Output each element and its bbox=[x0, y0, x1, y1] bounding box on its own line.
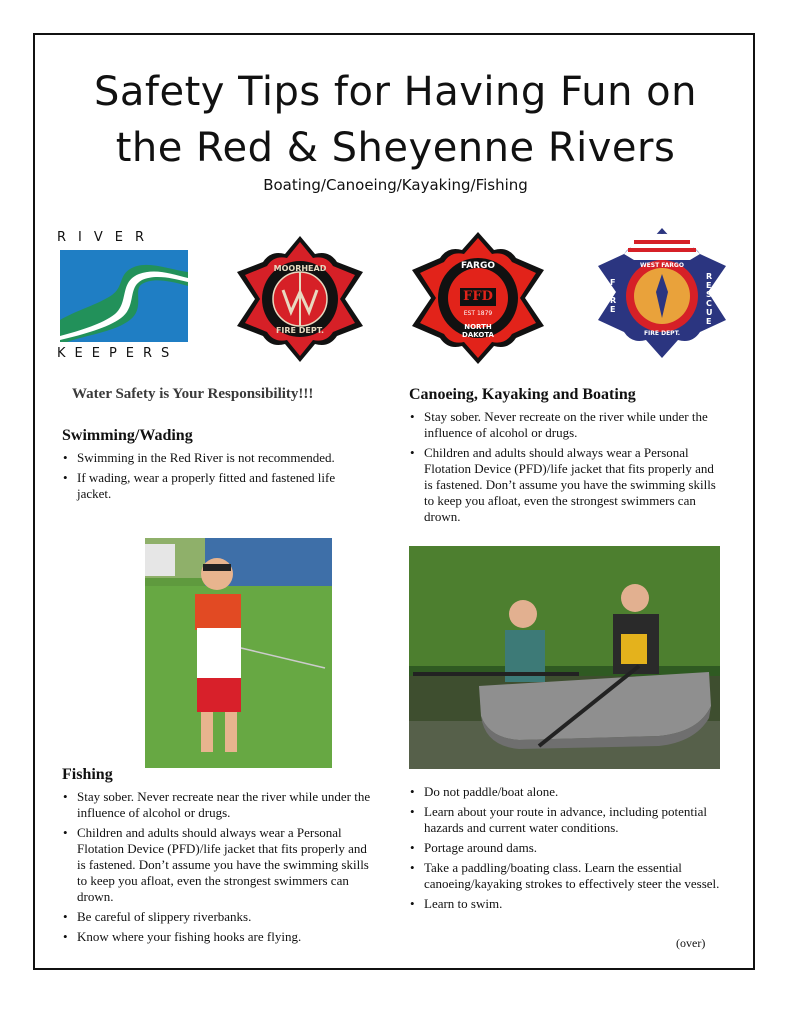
moorhead-logo-top-text: MOORHEAD bbox=[273, 264, 327, 273]
river-wave-icon bbox=[57, 250, 192, 342]
moorhead-fire-logo bbox=[233, 232, 367, 366]
list-item: • Be careful of slippery riverbanks. bbox=[62, 909, 372, 925]
fishing-heading: Fishing bbox=[62, 766, 113, 783]
fargo-logo-top-text: FARGO bbox=[460, 261, 496, 271]
list-item: • Portage around dams. bbox=[409, 840, 724, 856]
page-title-line-2: the Red & Sheyenne Rivers bbox=[115, 125, 676, 171]
page-title-line-1: Safety Tips for Having Fun on bbox=[93, 69, 698, 115]
list-item: • Swimming in the Red River is not recommended. bbox=[62, 450, 362, 466]
responsibility-heading: Water Safety is Your Responsibility!!! bbox=[72, 386, 314, 402]
list-item: • Take a paddling/boating class. Learn the essential canoeing/kayaking strokes to effectively steer the vessel. bbox=[409, 860, 724, 892]
over-note: (over) bbox=[676, 936, 706, 950]
canoeing-list bbox=[409, 409, 724, 529]
west-fargo-logo-right-text: RESCUE bbox=[706, 272, 713, 326]
riverkeepers-logo-top-text: RIVER bbox=[57, 230, 157, 245]
list-item: • Do not paddle/boat alone. bbox=[409, 784, 724, 800]
west-fargo-logo-top-text: WEST FARGO bbox=[640, 262, 684, 269]
riverkeepers-logo-bottom-text: KEEPERS bbox=[57, 346, 179, 361]
fargo-logo-center-text: FFD bbox=[463, 289, 493, 304]
west-fargo-logo-bottom-text: FIRE DEPT. bbox=[643, 330, 681, 337]
fargo-fire-logo bbox=[408, 228, 548, 368]
canoeing-heading: Canoeing, Kayaking and Boating bbox=[409, 386, 636, 403]
west-fargo-logo-left-text: FIRE bbox=[610, 278, 617, 314]
canoeing-list-2 bbox=[409, 784, 724, 916]
canoe-photo bbox=[409, 546, 720, 769]
page-subtitle: Boating/Canoeing/Kayaking/Fishing bbox=[263, 176, 528, 194]
swimming-heading: Swimming/Wading bbox=[62, 427, 193, 444]
west-fargo-fire-logo bbox=[594, 222, 730, 362]
list-item: • Stay sober. Never recreate on the river while under the influence of alcohol or drugs. bbox=[409, 409, 724, 441]
fishing-list bbox=[62, 789, 372, 949]
list-item: • Children and adults should always wear a Personal Flotation Device (PFD)/life jacket that fits properly and is fastened. Don’t assume you have the swimming skills to keep you afloat, even the strongest swimmers can drown. bbox=[62, 825, 372, 905]
list-item: • Learn about your route in advance, including potential hazards and current water conditions. bbox=[409, 804, 724, 836]
list-item: • If wading, wear a properly fitted and fastened life jacket. bbox=[62, 470, 362, 502]
list-item: • Learn to swim. bbox=[409, 896, 724, 912]
boy-fishing-photo bbox=[145, 538, 332, 768]
maltese-cross-icon bbox=[233, 232, 367, 366]
swimming-list bbox=[62, 450, 362, 506]
list-item: • Know where your fishing hooks are flying. bbox=[62, 929, 372, 945]
fargo-logo-est-text: EST 1879 bbox=[463, 310, 493, 317]
moorhead-logo-bottom-text: FIRE DEPT. bbox=[275, 326, 325, 335]
list-item: • Children and adults should always wear a Personal Flotation Device (PFD)/life jacket that fits properly and is fastened. Don’t assume you have the swimming skills to keep you afloat, even the strongest swimmers can drown. bbox=[409, 445, 724, 525]
riverkeepers-logo bbox=[57, 230, 192, 362]
list-item: • Stay sober. Never recreate near the river while under the influence of alcohol or drugs. bbox=[62, 789, 372, 821]
fargo-logo-bottom-text: NORTH DAKOTA bbox=[462, 323, 494, 339]
